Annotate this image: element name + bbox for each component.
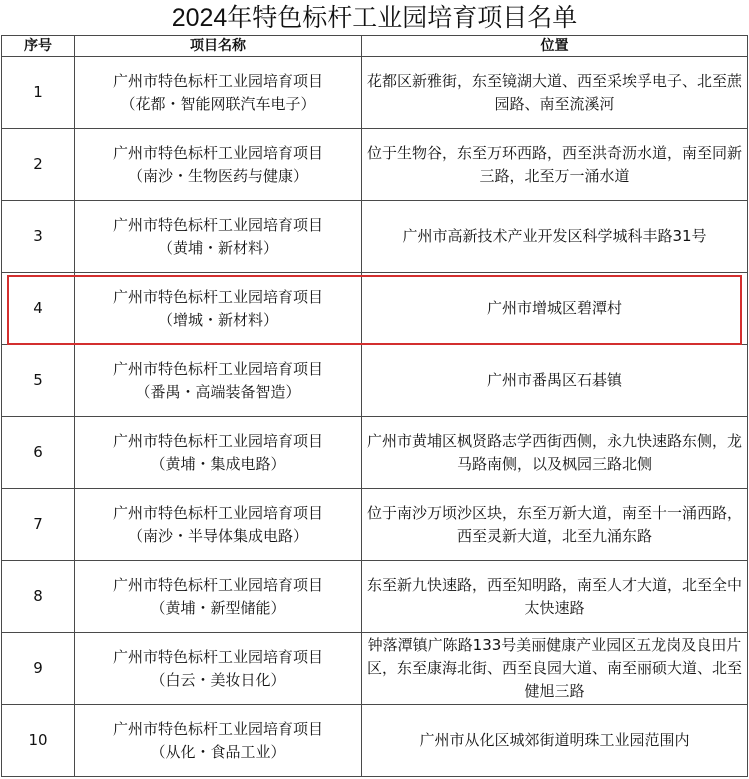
- header-name: 项目名称: [75, 36, 362, 57]
- project-name-line: 广州市特色标杆工业园培育项目: [112, 503, 323, 522]
- table-header-row: [2, 36, 748, 57]
- project-category-line: （增城・新材料）: [157, 310, 278, 329]
- row-index: 10: [2, 705, 75, 777]
- header-location: 位置: [362, 36, 748, 57]
- project-name-line: 广州市特色标杆工业园培育项目: [112, 215, 323, 234]
- project-category-line: （白云・美妆日化）: [150, 670, 286, 689]
- row-index: 7: [2, 489, 75, 561]
- row-index: 2: [2, 129, 75, 201]
- table-row: [2, 633, 748, 705]
- row-project-name: [75, 57, 362, 129]
- row-location: 位于生物谷，东至万环西路，西至洪奇沥水道，南至同新三路，北至万一涌水道: [362, 129, 748, 201]
- row-location: 东至新九快速路，西至知明路，南至人才大道，北至全中太快速路: [362, 561, 748, 633]
- project-name-line: 广州市特色标杆工业园培育项目: [112, 287, 323, 306]
- project-category-line: （番禺・高端装备智造）: [135, 382, 301, 401]
- project-name-line: 广州市特色标杆工业园培育项目: [112, 431, 323, 450]
- row-index: 3: [2, 201, 75, 273]
- row-project-name: [75, 489, 362, 561]
- header-index: 序号: [2, 36, 75, 57]
- table-row: [2, 489, 748, 561]
- table-row: [2, 345, 748, 417]
- project-name-line: 广州市特色标杆工业园培育项目: [112, 575, 323, 594]
- row-location: 广州市高新技术产业开发区科学城科丰路31号: [362, 201, 748, 273]
- table-row: [2, 57, 748, 129]
- table-row: [2, 561, 748, 633]
- project-name-line: 广州市特色标杆工业园培育项目: [112, 71, 323, 90]
- row-index: 8: [2, 561, 75, 633]
- project-name-line: 广州市特色标杆工业园培育项目: [112, 359, 323, 378]
- project-category-line: （从化・食品工业）: [150, 742, 286, 761]
- row-project-name: [75, 417, 362, 489]
- project-category-line: （南沙・半导体集成电路）: [127, 526, 308, 545]
- row-project-name: [75, 561, 362, 633]
- row-project-name: [75, 345, 362, 417]
- project-name-line: 广州市特色标杆工业园培育项目: [112, 647, 323, 666]
- row-project-name: [75, 273, 362, 345]
- project-name-line: 广州市特色标杆工业园培育项目: [112, 143, 323, 162]
- row-index: 6: [2, 417, 75, 489]
- row-location: 钟落潭镇广陈路133号美丽健康产业园区五龙岗及良田片区，东至康海北街、西至良园大道、南至丽硕大道、北至健旭三路: [362, 633, 748, 705]
- row-project-name: [75, 705, 362, 777]
- row-location: 广州市黄埔区枫贤路志学西街西侧，永九快速路东侧，龙马路南侧，以及枫园三路北侧: [362, 417, 748, 489]
- row-location: 广州市从化区城郊街道明珠工业园范围内: [362, 705, 748, 777]
- project-name-line: 广州市特色标杆工业园培育项目: [112, 719, 323, 738]
- row-project-name: [75, 201, 362, 273]
- row-index: 4: [2, 273, 75, 345]
- project-category-line: （黄埔・集成电路）: [150, 454, 286, 473]
- row-location: 广州市增城区碧潭村: [362, 273, 748, 345]
- table-row: [2, 129, 748, 201]
- row-project-name: [75, 633, 362, 705]
- table-row: [2, 705, 748, 777]
- table-row-highlighted: [2, 273, 748, 345]
- page-title: 2024年特色标杆工业园培育项目名单: [171, 4, 578, 32]
- project-category-line: （黄埔・新型储能）: [150, 598, 286, 617]
- project-table: [1, 35, 748, 777]
- row-index: 5: [2, 345, 75, 417]
- row-location: 位于南沙万顷沙区块，东至万新大道，南至十一涌西路，西至灵新大道，北至九涌东路: [362, 489, 748, 561]
- table-row: [2, 417, 748, 489]
- row-index: 9: [2, 633, 75, 705]
- row-location: 花都区新雅街，东至镜湖大道、西至采埃孚电子、北至蔗园路、南至流溪河: [362, 57, 748, 129]
- row-location: 广州市番禺区石碁镇: [362, 345, 748, 417]
- row-project-name: [75, 129, 362, 201]
- project-category-line: （黄埔・新材料）: [157, 238, 278, 257]
- project-category-line: （南沙・生物医药与健康）: [127, 166, 308, 185]
- row-index: 1: [2, 57, 75, 129]
- table-row: [2, 201, 748, 273]
- project-category-line: （花都・智能网联汽车电子）: [120, 94, 316, 113]
